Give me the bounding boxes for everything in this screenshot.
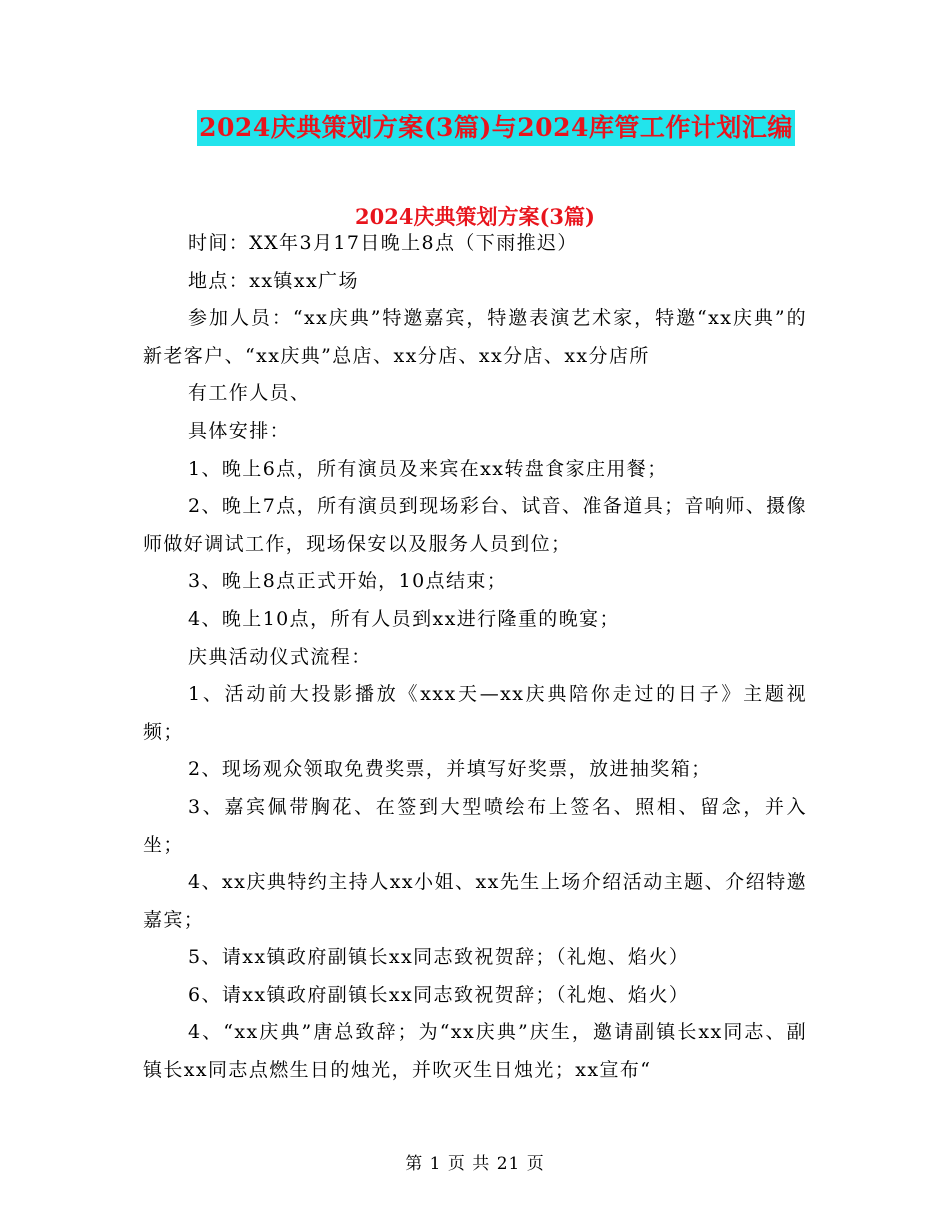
body-paragraph: 庆典活动仪式流程： bbox=[188, 645, 372, 668]
body-paragraph: 1、活动前大投影播放《xxx天—xx庆典陪你走过的日子》主题视频； bbox=[143, 683, 807, 743]
body-paragraph: 4、xx庆典特约主持人xx小姐、xx先生上场介绍活动主题、介绍特邀嘉宾； bbox=[143, 871, 807, 931]
body-paragraph: 2、现场观众领取免费奖票，并填写好奖票，放进抽奖箱； bbox=[188, 758, 712, 781]
body-paragraph: 6、请xx镇政府副镇长xx同志致祝贺辞；（礼炮、焰火） bbox=[188, 983, 690, 1006]
document-body bbox=[143, 225, 807, 1090]
page-footer: 第 1 页 共 21 页 bbox=[405, 1154, 545, 1174]
body-paragraph: 参加人员：“xx庆典”特邀嘉宾，特邀表演艺术家，特邀“xx庆典”的新老客户、“xx庆典”总店、xx分店、xx分店、xx分店所 bbox=[143, 307, 807, 367]
body-paragraph: 3、晚上8点正式开始，10点结束； bbox=[188, 570, 508, 593]
body-paragraph: 5、请xx镇政府副镇长xx同志致祝贺辞；（礼炮、焰火） bbox=[188, 946, 690, 969]
section-title: 2024庆典策划方案(3篇) bbox=[355, 204, 595, 229]
body-paragraph: 2、晚上7点，所有演员到现场彩台、试音、准备道具；音响师、摄像师做好调试工作，现场保安以及服务人员到位； bbox=[143, 495, 807, 555]
main-title-container bbox=[0, 110, 950, 146]
body-paragraph: 4、晚上10点，所有人员到xx进行隆重的晚宴； bbox=[188, 607, 620, 630]
body-paragraph: 时间：XX年3月17日晚上8点（下雨推迟） bbox=[188, 232, 578, 254]
body-paragraph: 有工作人员、 bbox=[188, 382, 311, 405]
body-paragraph: 1、晚上6点，所有演员及来宾在xx转盘食家庄用餐； bbox=[188, 457, 668, 480]
body-paragraph: 4、“xx庆典”唐总致辞；为“xx庆典”庆生，邀请副镇长xx同志、副镇长xx同志点燃生日的烛光，并吹灭生日烛光；xx宣布“ bbox=[143, 1021, 807, 1082]
main-title: 2024庆典策划方案(3篇)与2024库管工作计划汇编 bbox=[197, 110, 795, 146]
body-paragraph: 3、嘉宾佩带胸花、在签到大型喷绘布上签名、照相、留念，并入坐； bbox=[143, 795, 807, 856]
body-paragraph: 具体安排： bbox=[188, 419, 291, 442]
body-paragraph: 地点：xx镇xx广场 bbox=[188, 269, 359, 292]
